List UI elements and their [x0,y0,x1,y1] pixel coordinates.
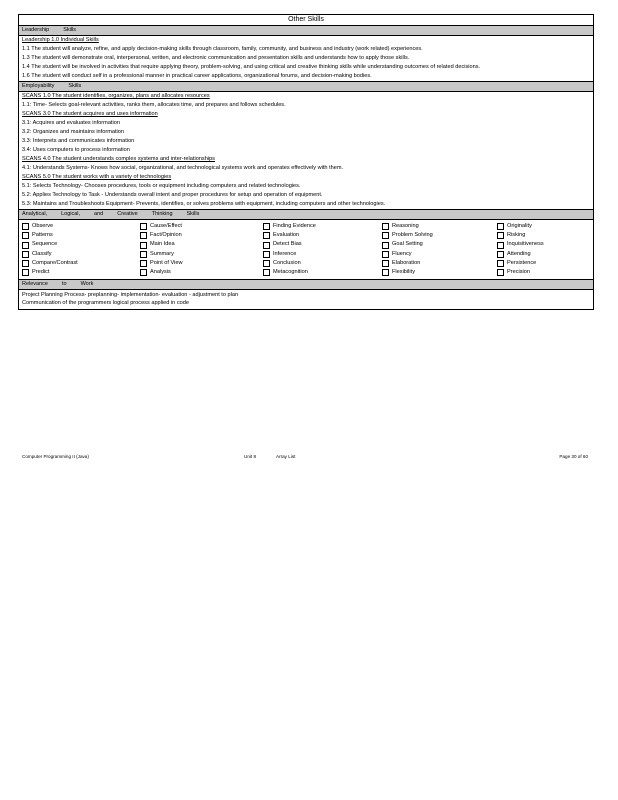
checkbox[interactable] [497,242,504,249]
scans-item: 4.1: Understands Systems- Knows how social, organizational, and technological systems work and operates effectively with them. [22,165,344,171]
checklist-item[interactable] [140,259,263,268]
checklist-item[interactable] [140,222,263,231]
checkbox[interactable] [263,242,270,249]
checklist-item[interactable] [382,222,497,231]
checkbox[interactable] [382,260,389,267]
checklist-label: Flexibility [392,269,416,276]
thinking-header-word: Thinking [151,211,173,217]
checklist-label: Finding Evidence [273,223,316,229]
checklist-item[interactable] [22,259,140,268]
page-footer [22,454,588,462]
scans-item: 5.1: Selects Technology- Chooses procedures, tools or equipment including computers and related technologies. [22,183,301,189]
checklist-item[interactable] [497,231,592,240]
checklist-item[interactable] [22,268,140,277]
employability-header-word: Employability [22,83,55,89]
checklist-label: Originality [507,223,532,229]
checklist-item[interactable] [263,259,382,268]
checklist-label: Goal Setting [392,241,423,248]
checkbox[interactable] [140,223,147,230]
checkbox[interactable] [382,251,389,258]
thinking-header-word: Creative [117,211,138,217]
checklist-label: Inference [273,250,297,257]
checklist-label: Persistence [507,259,537,266]
checklist-label: Elaboration [392,259,421,266]
checklist-label: Attending [507,250,531,257]
table-title: Other Skills [288,16,324,23]
employability-header-word: Skills [68,83,82,89]
checklist-label: Metacognition [273,269,308,276]
checkbox[interactable] [382,269,389,276]
checklist-label: Risking [507,232,526,239]
checklist-column [382,222,497,277]
checkbox[interactable] [22,251,29,258]
leadership-item: 1.6 The student will conduct self in a professional manner in practical career applications, organizational forums, and decision-making bodies. [22,73,372,79]
skills-table [18,14,594,310]
checklist-label: Reasoning [392,223,419,229]
checklist-label: Patterns [32,232,53,239]
checkbox[interactable] [140,260,147,267]
checklist-item[interactable] [263,231,382,240]
scans-item: 3.3: Interprets and communicates information [22,138,135,144]
footer-page-number: Page 30 of 60 [559,454,588,459]
relevance-header-word: Work [80,281,94,288]
thinking-header-word: and [94,211,104,217]
checkbox[interactable] [382,242,389,249]
checklist-item[interactable] [263,240,382,249]
checkbox[interactable] [140,251,147,258]
checkbox[interactable] [497,260,504,267]
checklist-item[interactable] [140,240,263,249]
checkbox[interactable] [22,269,29,276]
checklist-item[interactable] [140,231,263,240]
checklist-column [22,222,140,277]
checklist-label: Inquisitiveness [507,241,544,248]
scans-item: 3.1: Acquires and evaluates information [22,120,120,126]
checklist-column [140,222,263,277]
checkbox[interactable] [497,251,504,258]
checkbox[interactable] [263,251,270,258]
checkbox[interactable] [22,232,29,239]
scans-item: 1.1: Time- Selects goal-relevant activities, ranks them, allocates time, and prepares and follows schedules. [22,102,286,108]
checkbox[interactable] [382,223,389,230]
leadership-header [19,25,593,36]
checklist-item[interactable] [497,250,592,259]
scans-item: 3.4: Uses computers to process information [22,147,130,153]
checklist-label: Summary [150,250,174,257]
checkbox[interactable] [263,269,270,276]
scans-item: 5.2: Applies Technology to Task - Understands overall intent and proper procedures for setup and operation of equipment. [22,192,323,198]
checkbox[interactable] [497,232,504,239]
checklist-label: Cause/Effect [150,223,182,229]
leadership-subheading: Leadership 1.0 Individual Skills [22,37,99,43]
checklist-item[interactable] [382,250,497,259]
relevance-item: Communication of the programmers logical process applied in code [22,300,189,307]
checklist-item[interactable] [497,268,592,277]
leadership-item: 1.4 The student will be involved in activities that require applying theory, problem-solving, and using critical and creative thinking skills while understanding outcomes of related decisions. [22,64,481,70]
checkbox[interactable] [140,242,147,249]
checkbox[interactable] [22,223,29,230]
checklist-label: Precision [507,269,531,276]
checklist-item[interactable] [382,259,497,268]
checklist-item[interactable] [140,268,263,277]
scans-heading: SCANS 4.0 The student understands complex systems and inter-relationships [22,156,215,162]
scans-heading: SCANS 3.0 The student acquires and uses information [22,111,158,117]
checklist-column [497,222,592,277]
checklist-label: Sequence [32,241,58,248]
checklist-column [263,222,382,277]
checklist-item[interactable] [263,268,382,277]
checklist-label: Detect Bias [273,241,302,248]
checkbox[interactable] [263,232,270,239]
checkbox[interactable] [140,232,147,239]
checkbox[interactable] [263,260,270,267]
checklist-label: Conclusion [273,259,301,266]
checklist-label: Point of View [150,259,183,266]
checklist-label: Analysis [150,269,171,276]
leadership-item: 1.1 The student will analyze, refine, and apply decision-making skills through classroom, family, community, and business and industry (work related) experiences. [22,46,423,52]
checklist-label: Fact/Opinion [150,232,182,239]
checkbox[interactable] [497,269,504,276]
scans-heading: SCANS 1.0 The student identifies, organizes, plans and allocates resources [22,93,210,99]
checklist-item[interactable] [22,222,140,231]
checklist-label: Compare/Contrast [32,259,78,266]
checkbox[interactable] [140,269,147,276]
relevance-body [19,290,593,309]
footer-unit: Unit 8 [244,454,257,459]
checklist-label: Evaluation [273,232,300,239]
checklist-item[interactable] [382,268,497,277]
checkbox[interactable] [263,223,270,230]
checklist-item[interactable] [382,231,497,240]
checklist-item[interactable] [497,222,592,231]
checklist-item[interactable] [382,240,497,249]
leadership-header-word: Leadership [22,27,50,33]
checklist-label: Observe [32,223,54,229]
checkbox[interactable] [497,223,504,230]
checklist-label: Classify [32,250,52,257]
checklist-label: Main Idea [150,241,175,248]
checklist-item[interactable] [22,231,140,240]
checkbox[interactable] [22,260,29,267]
scans-item: 5.3: Maintains and Troubleshoots Equipment- Prevents, identifies, or solves problems with equipment, including computers and other technologies. [22,201,386,207]
checkbox[interactable] [22,242,29,249]
thinking-header-word: Logical, [61,211,81,217]
thinking-header-word: Skills [186,211,200,217]
scans-heading: SCANS 5.0 The student works with a variety of technologies [22,174,172,180]
leadership-item: 1.3 The student will demonstrate oral, interpersonal, written, and electronic communication and presentation skills and understands how to apply those skills. [22,55,410,61]
checklist-item[interactable] [263,250,382,259]
relevance-item: Project Planning Process- preplanning- implementation- evaluation - adjustment to plan [22,292,239,299]
employability-header [19,81,593,92]
thinking-header-word: Analytical, [22,211,48,217]
checklist-item[interactable] [140,250,263,259]
checklist-label: Problem Solving [392,232,433,239]
checklist-item[interactable] [263,222,382,231]
checklist-item[interactable] [497,259,592,268]
relevance-header-word: to [62,281,67,288]
checklist-label: Fluency [392,250,412,257]
thinking-checklist [19,220,593,279]
scans-item: 3.2: Organizes and maintains information [22,129,124,135]
footer-course: Computer Programming II (Java) [22,454,89,459]
footer-topic: Array List [276,454,296,459]
relevance-header [19,279,593,290]
thinking-header [19,209,593,220]
checkbox[interactable] [382,232,389,239]
checklist-item[interactable] [22,240,140,249]
checklist-item[interactable] [22,250,140,259]
leadership-header-word: Skills [63,27,77,33]
relevance-header-word: Relevance [22,281,48,288]
checklist-item[interactable] [497,240,592,249]
checklist-label: Predict [32,269,50,276]
